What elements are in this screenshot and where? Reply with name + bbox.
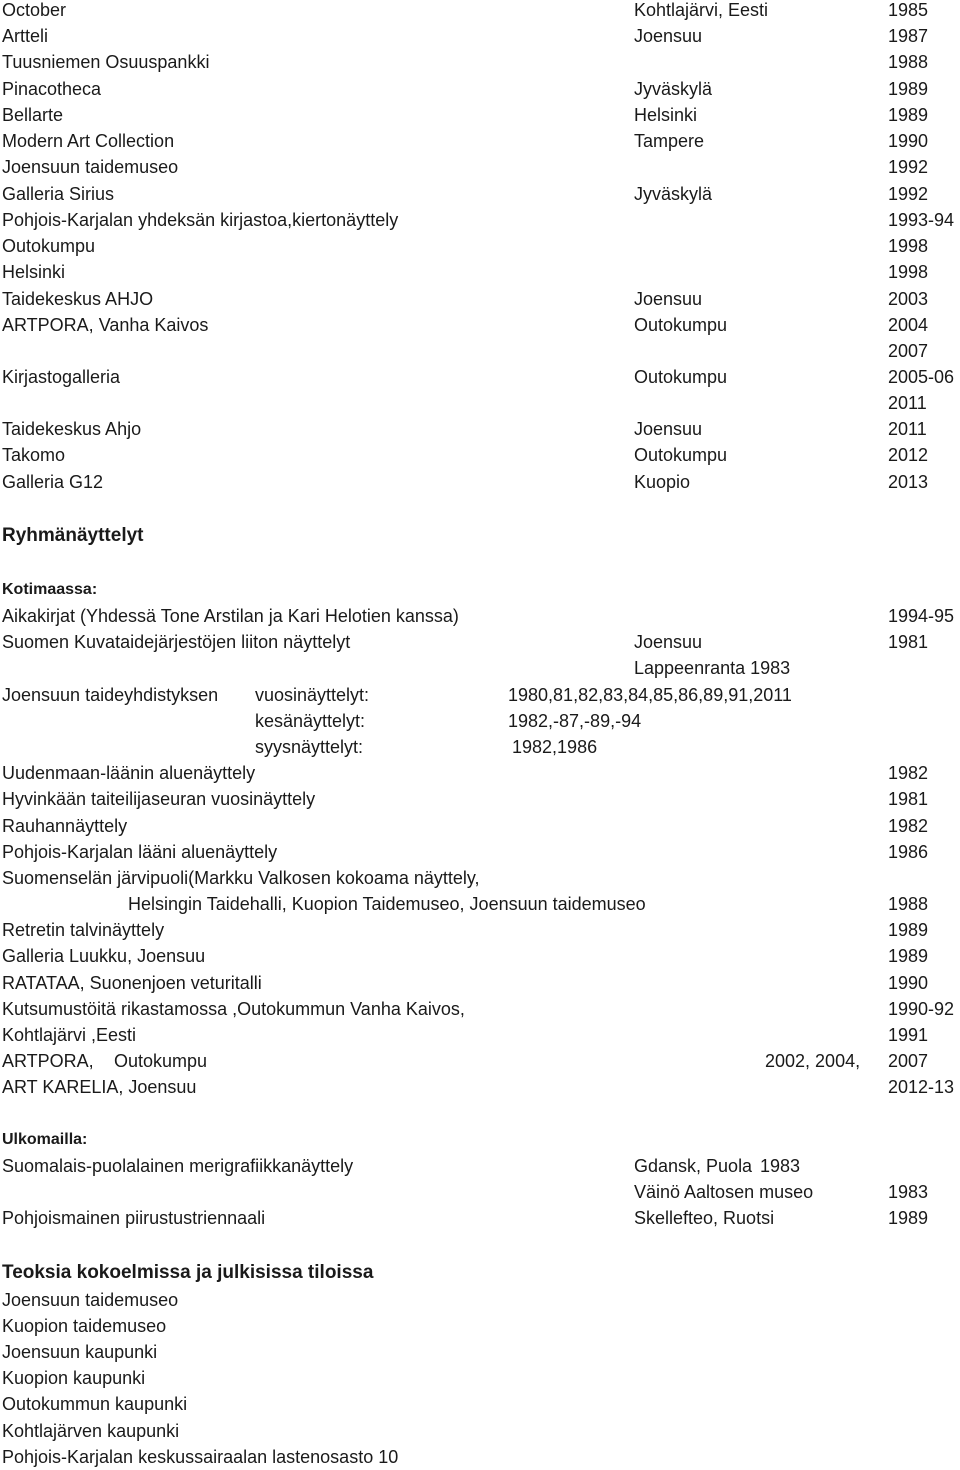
collection-name: Joensuun kaupunki (2, 1342, 158, 1362)
exhibition-year: 2004 (888, 315, 929, 335)
exhibition-year: 2007 (888, 341, 929, 361)
exhibition-year: 1992 (888, 157, 929, 177)
exhibition-year: 1993-94 (888, 210, 955, 230)
exhibition-place: Joensuu (634, 419, 703, 439)
exhibition-name: Helsinki (2, 262, 66, 282)
collections-heading (0, 1260, 960, 1286)
exhibition-place: Joensuu (634, 632, 703, 652)
exhibition-year: 1982 (888, 816, 929, 836)
exhibition-year: 1983 (760, 1156, 801, 1176)
exhibition-row (0, 286, 960, 312)
group-row (0, 917, 960, 943)
exhibition-place: Joensuu (634, 289, 703, 309)
group-row (0, 1074, 960, 1100)
group-row (0, 734, 960, 760)
exhibition-type: kesänäyttelyt: (255, 711, 366, 731)
group-row (0, 629, 960, 655)
exhibition-row (0, 23, 960, 49)
exhibition-name: Bellarte (2, 105, 64, 125)
group-row (0, 891, 960, 917)
exhibition-place: Lappeenranta 1983 (634, 658, 791, 678)
subsection-heading: Kotimaassa: (2, 581, 98, 598)
exhibition-name: Modern Art Collection (2, 131, 175, 151)
exhibition-place: Väinö Aaltosen museo (634, 1182, 814, 1202)
exhibition-row (0, 154, 960, 180)
exhibition-row (0, 338, 960, 364)
exhibition-place: Outokumpu (634, 445, 728, 465)
exhibition-row (0, 390, 960, 416)
exhibition-year: 2003 (888, 289, 929, 309)
exhibition-row (0, 128, 960, 154)
exhibition-row (0, 102, 960, 128)
exhibition-year: 1987 (888, 26, 929, 46)
exhibition-year: 1998 (888, 262, 929, 282)
exhibition-name: Kutsumustöitä rikastamossa ,Outokummun Vanha Kaivos, (2, 999, 465, 1019)
exhibition-row (0, 416, 960, 442)
exhibition-place: Kuopio (634, 472, 691, 492)
exhibition-name: Artteli (2, 26, 49, 46)
exhibition-year: 2013 (888, 472, 929, 492)
exhibition-row (0, 181, 960, 207)
exhibition-name: ART KARELIA, Joensuu (2, 1077, 197, 1097)
subsection-heading: Ulkomailla: (2, 1131, 88, 1148)
exhibition-place: Tampere (634, 131, 705, 151)
exhibition-place: Helsinki (634, 105, 698, 125)
exhibition-place: Skellefteo, Ruotsi (634, 1208, 775, 1228)
exhibition-place: Jyväskylä (634, 184, 713, 204)
group-row (0, 760, 960, 786)
exhibition-year: 2012 (888, 445, 929, 465)
exhibition-year: 2005-06 (888, 367, 955, 387)
exhibition-name: ARTPORA, (2, 1051, 94, 1071)
exhibition-name: Pohjois-Karjalan yhdeksän kirjastoa,kiertonäyttely (2, 210, 399, 230)
exhibition-name: Tuusniemen Osuuspankki (2, 52, 210, 72)
exhibition-name: Outokumpu (2, 236, 96, 256)
exhibition-year: 2007 (888, 1051, 929, 1071)
exhibition-name: Hyvinkään taiteilijaseuran vuosinäyttely (2, 789, 316, 809)
exhibition-year: 1992 (888, 184, 929, 204)
collection-name: Kuopion kaupunki (2, 1368, 146, 1388)
collection-item (0, 1444, 960, 1470)
exhibition-place: Joensuu (634, 26, 703, 46)
domestic-heading (0, 577, 960, 603)
exhibition-year: 1990 (888, 131, 929, 151)
collection-item (0, 1391, 960, 1417)
exhibition-name: Pinacotheca (2, 79, 102, 99)
exhibition-name: Suomen Kuvataidejärjestöjen liiton näyttelyt (2, 632, 351, 652)
group-row (0, 943, 960, 969)
abroad-row (0, 1205, 960, 1231)
exhibition-name: Galleria Sirius (2, 184, 115, 204)
exhibition-place: Outokumpu (634, 315, 728, 335)
exhibition-name: Uudenmaan-läänin aluenäyttely (2, 763, 256, 783)
exhibition-year: 1998 (888, 236, 929, 256)
exhibition-name: Galleria G12 (2, 472, 104, 492)
group-row (0, 708, 960, 734)
group-row (0, 970, 960, 996)
exhibition-name: Pohjoismainen piirustustriennaali (2, 1208, 266, 1228)
exhibition-name: Retretin talvinäyttely (2, 920, 165, 940)
collection-item (0, 1365, 960, 1391)
collection-name: Joensuun taidemuseo (2, 1290, 179, 1310)
exhibition-name: Suomalais-puolalainen merigrafiikkanäyttely (2, 1156, 354, 1176)
exhibition-place: Jyväskylä (634, 79, 713, 99)
group-row (0, 813, 960, 839)
group-row (0, 996, 960, 1022)
exhibition-year: 1991 (888, 1025, 929, 1045)
exhibition-years: 2002, 2004, (765, 1051, 861, 1071)
exhibition-name: Kirjastogalleria (2, 367, 121, 387)
exhibition-name: Galleria Luukku, Joensuu (2, 946, 206, 966)
group-row (0, 655, 960, 681)
exhibition-name: Joensuun taidemuseo (2, 157, 179, 177)
exhibition-year: 1983 (888, 1182, 929, 1202)
group-exhibitions-heading (0, 523, 960, 549)
exhibition-name: Kohtlajärvi ,Eesti (2, 1025, 137, 1045)
collection-item (0, 1313, 960, 1339)
exhibition-year: 1985 (888, 0, 929, 20)
collection-name: Kohtlajärven kaupunki (2, 1421, 180, 1441)
exhibition-name: Aikakirjat (Yhdessä Tone Arstilan ja Kari Helotien kanssa) (2, 606, 459, 626)
exhibition-year: 1990-92 (888, 999, 955, 1019)
exhibition-years: 1980,81,82,83,84,85,86,89,91,2011 (508, 685, 792, 705)
exhibition-name: Pohjois-Karjalan lääni aluenäyttely (2, 842, 278, 862)
exhibition-row (0, 259, 960, 285)
exhibition-row (0, 469, 960, 495)
group-row (0, 786, 960, 812)
exhibition-name: Taidekeskus Ahjo (2, 419, 142, 439)
abroad-heading (0, 1127, 960, 1153)
exhibition-row (0, 233, 960, 259)
collection-item (0, 1418, 960, 1444)
exhibition-year: 1990 (888, 973, 929, 993)
exhibition-row (0, 442, 960, 468)
exhibition-name: ARTPORA, Vanha Kaivos (2, 315, 209, 335)
exhibition-name: RATATAA, Suonenjoen veturitalli (2, 973, 262, 993)
exhibition-venues: Helsingin Taidehalli, Kuopion Taidemuseo, Joensuun taidemuseo (128, 894, 646, 914)
exhibition-row (0, 0, 960, 23)
exhibition-year: 1981 (888, 632, 929, 652)
exhibition-year: 1989 (888, 1208, 929, 1228)
section-heading: Ryhmänäyttelyt (2, 525, 144, 546)
exhibition-year: 1981 (888, 789, 929, 809)
exhibition-year: 1988 (888, 52, 929, 72)
exhibition-type: syysnäyttelyt: (255, 737, 364, 757)
exhibition-year: 1989 (888, 946, 929, 966)
group-row (0, 1022, 960, 1048)
exhibition-row (0, 76, 960, 102)
exhibition-place: Outokumpu (114, 1051, 208, 1071)
exhibition-year: 1989 (888, 920, 929, 940)
collection-name: Kuopion taidemuseo (2, 1316, 167, 1336)
exhibition-year: 1989 (888, 79, 929, 99)
exhibition-name: Suomenselän järvipuoli(Markku Valkosen kokoama näyttely, (2, 868, 480, 888)
exhibition-row (0, 207, 960, 233)
exhibition-place: Outokumpu (634, 367, 728, 387)
collection-item (0, 1287, 960, 1313)
exhibition-name: Joensuun taideyhdistyksen (2, 685, 219, 705)
exhibition-name: Takomo (2, 445, 66, 465)
group-row (0, 682, 960, 708)
exhibition-year: 2012-13 (888, 1077, 955, 1097)
exhibition-years: 1982,-87,-89,-94 (508, 711, 642, 731)
exhibition-type: vuosinäyttelyt: (255, 685, 370, 705)
exhibition-year: 1986 (888, 842, 929, 862)
collection-name: Pohjois-Karjalan keskussairaalan lastenosasto 10 (2, 1447, 399, 1467)
group-row (0, 603, 960, 629)
abroad-row (0, 1179, 960, 1205)
exhibition-name: Rauhannäyttely (2, 816, 128, 836)
section-heading: Teoksia kokoelmissa ja julkisissa tiloissa (2, 1262, 374, 1283)
exhibition-year: 2011 (888, 393, 927, 413)
abroad-row (0, 1153, 960, 1179)
exhibition-years: 1982,1986 (512, 737, 598, 757)
exhibition-year: 2011 (888, 419, 927, 439)
collection-item (0, 1339, 960, 1365)
exhibition-year: 1988 (888, 894, 929, 914)
exhibition-row (0, 312, 960, 338)
exhibition-name: Taidekeskus AHJO (2, 289, 154, 309)
exhibition-row (0, 364, 960, 390)
exhibition-name: October (2, 0, 67, 20)
collection-name: Outokummun kaupunki (2, 1394, 188, 1414)
exhibition-place: Kohtlajärvi, Eesti (634, 0, 769, 20)
group-row (0, 1048, 960, 1074)
exhibition-place: Gdansk, Puola (634, 1156, 753, 1176)
exhibition-row (0, 49, 960, 75)
group-row (0, 839, 960, 865)
exhibition-year: 1989 (888, 105, 929, 125)
exhibition-year: 1982 (888, 763, 929, 783)
exhibition-year: 1994-95 (888, 606, 955, 626)
group-row (0, 865, 960, 891)
